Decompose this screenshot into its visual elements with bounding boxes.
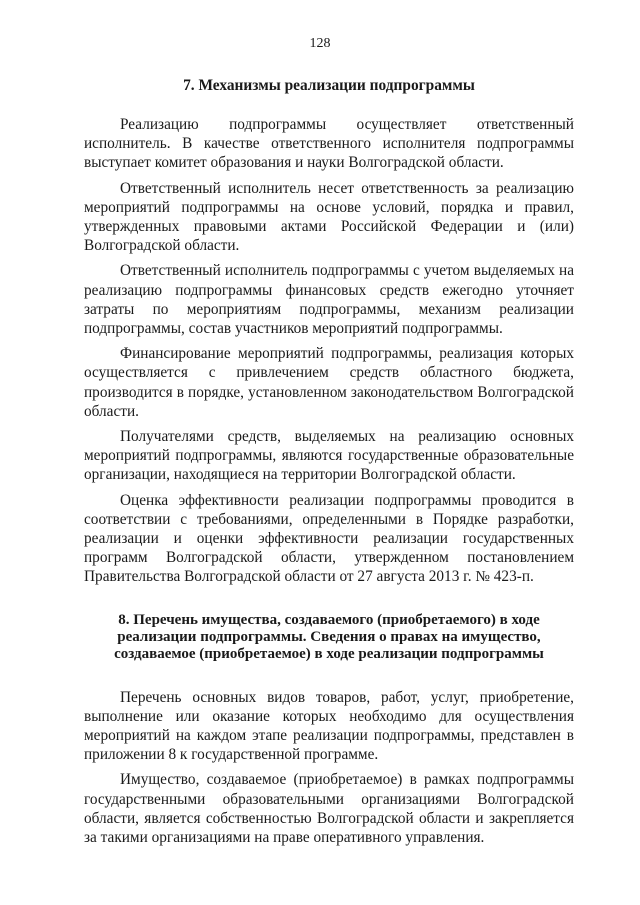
section-8-heading: 8. Перечень имущества, создаваемого (приобретаемого) в ходе реализации подпрограммы. Сведения о правах на имущество, создаваемое (приобретаемое) в ходе реализации подпрограммы	[114, 611, 544, 662]
section-7-paragraph: Ответственный исполнитель несет ответственность за реализацию мероприятий подпрограммы на основе условий, порядка и правил, утвержденных правовыми актами Российской Федерации и (или) Волгоградской области.	[84, 179, 574, 255]
section-7-paragraph: Ответственный исполнитель подпрограммы с учетом выделяемых на реализацию подпрограммы финансовых средств ежегодно уточняет затраты по мероприятиям подпрограммы, механизм реализации подпрограммы, состав участников мероприятий подпрограммы.	[84, 262, 574, 338]
section-8-paragraph: Перечень основных видов товаров, работ, услуг, приобретение, выполнение или оказание которых необходимо для осуществления мероприятий на каждом этапе реализации подпрограммы, представлен в приложении 8 к государственной программе.	[84, 688, 574, 764]
section-7-paragraph: Получателями средств, выделяемых на реализацию основных мероприятий подпрограммы, являются государственные образовательные организации, находящиеся на территории Волгоградской области.	[84, 428, 574, 484]
page-content	[84, 76, 574, 853]
page-number: 128	[309, 36, 331, 51]
section-7-heading: 7. Механизмы реализации подпрограммы	[183, 77, 475, 94]
section-7-paragraph: Финансирование мероприятий подпрограммы, реализация которых осуществляется с привлечением средств областного бюджета, производится в порядке, установленном законодательством Волгоградской области.	[84, 345, 574, 420]
section-8-paragraph: Имущество, создаваемое (приобретаемое) в рамках подпрограммы государственными образовательными организациями Волгоградской области, является собственностью Волгоградской области и закрепляется за такими организациями на праве оперативного управления.	[84, 771, 574, 847]
section-7-paragraph: Оценка эффективности реализации подпрограммы проводится в соответствии с требованиями, определенными в Порядке разработки, реализации и оценки эффективности реализации государственных программ Волгоградской области, утвержденном постановлением Правительства Волгоградской области от 27 августа 2013 г. № 423-п.	[84, 491, 574, 586]
section-7-paragraph: Реализацию подпрограммы осуществляет ответственный исполнитель. В качестве ответственного исполнителя подпрограммы выступает комитет образования и науки Волгоградской области.	[84, 116, 574, 172]
